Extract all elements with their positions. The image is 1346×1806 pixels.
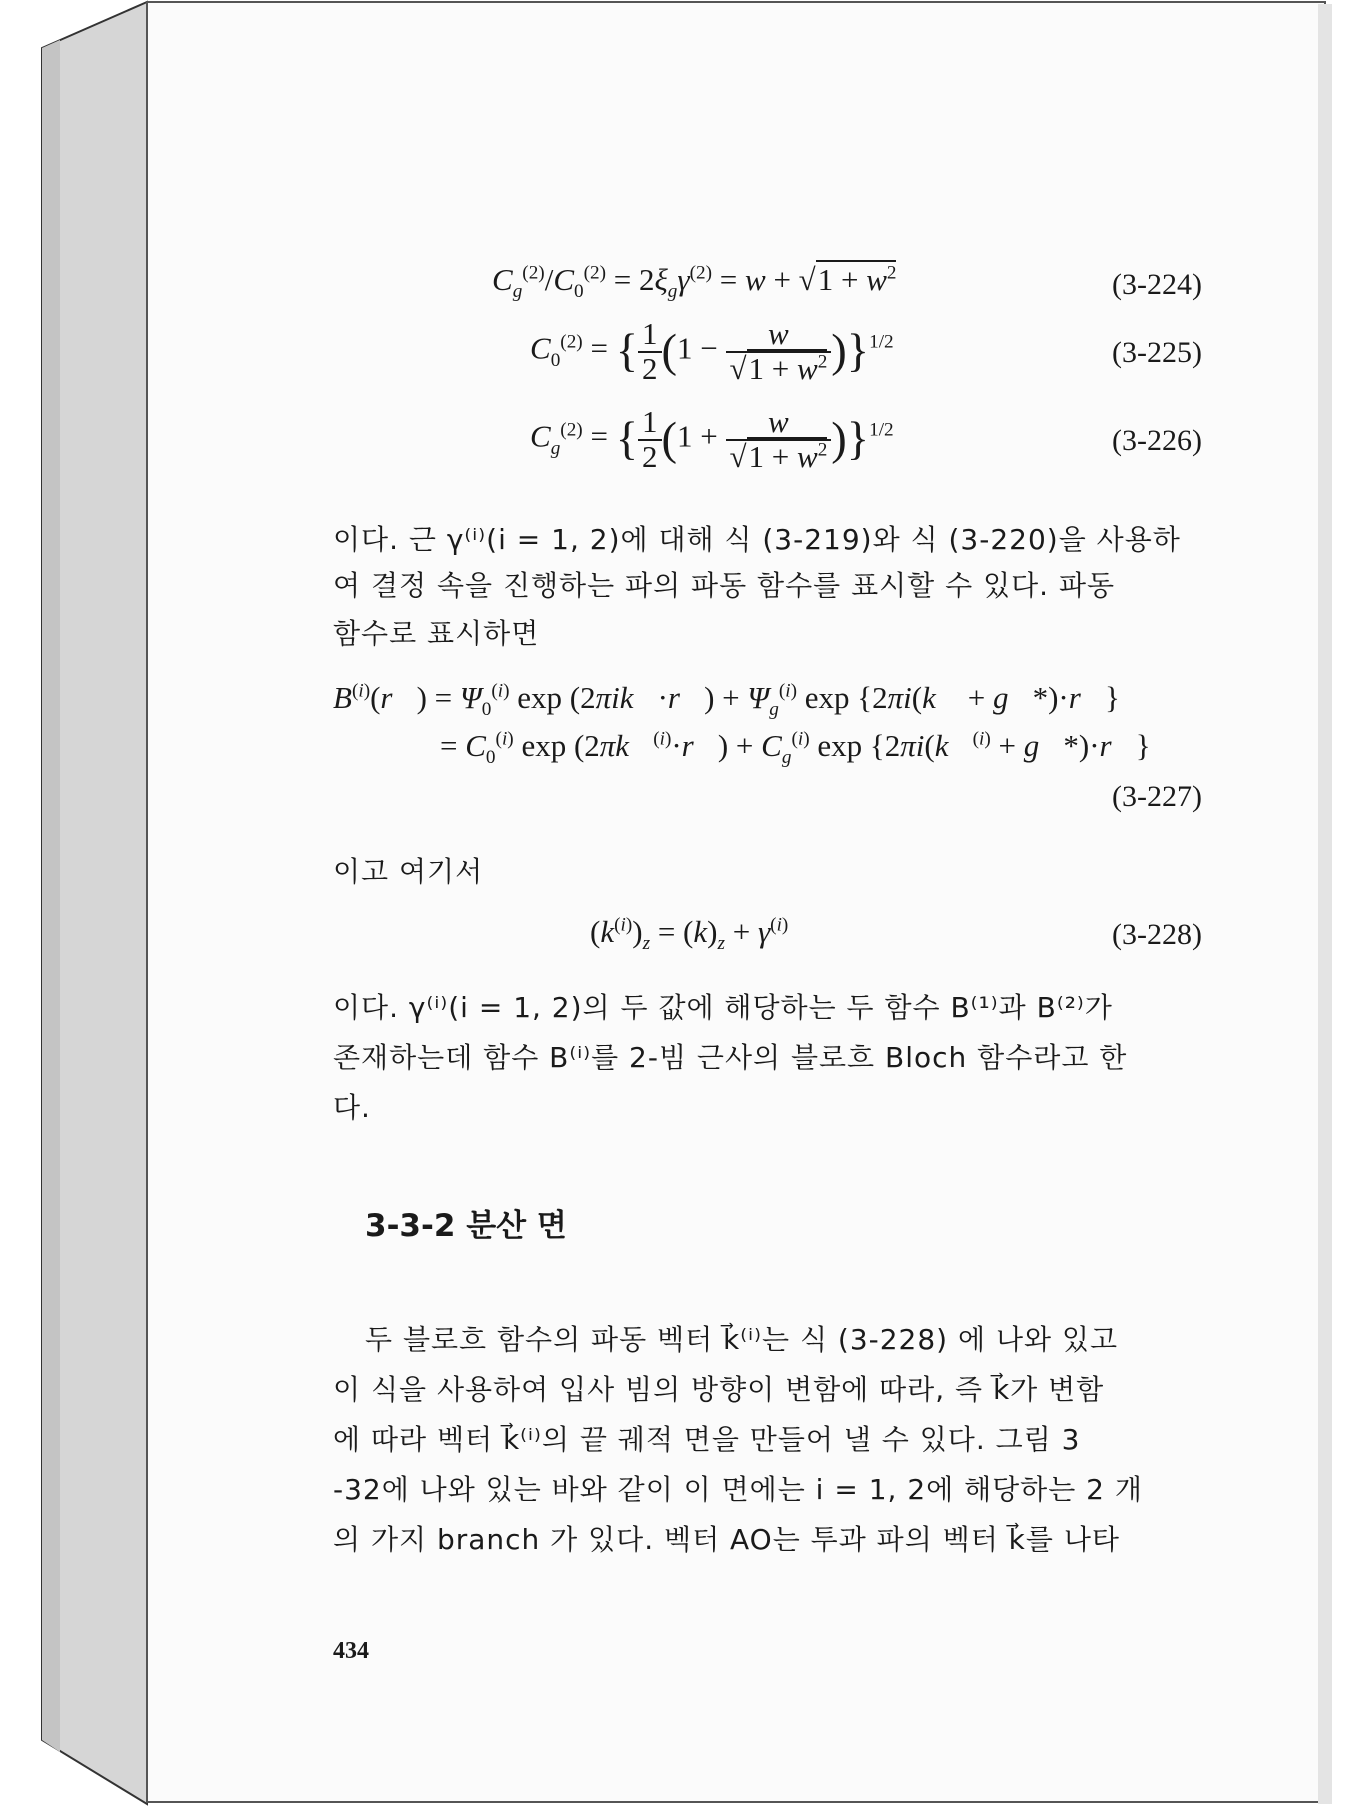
- paragraph-line: 다.: [333, 1091, 371, 1124]
- equation-number-3-224: (3-224): [1112, 268, 1202, 301]
- book-spine-shade: [42, 40, 60, 1752]
- page-number: 434: [333, 1638, 369, 1664]
- paragraph-line: -32에 나와 있는 바와 같이 이 면에는 i = 1, 2에 해당하는 2 개: [333, 1473, 1143, 1506]
- paragraph-line: 이다. 근 γ⁽ⁱ⁾(i = 1, 2)에 대해 식 (3-219)와 식 (3-220)을 사용하: [333, 523, 1181, 556]
- paragraph-line: 에 따라 벡터 k⃗⁽ⁱ⁾의 끝 궤적 면을 만들어 낼 수 있다. 그림 3: [333, 1423, 1081, 1456]
- paragraph-line: 두 블로흐 함수의 파동 벡터 k⃗⁽ⁱ⁾는 식 (3-228) 에 나와 있고: [365, 1323, 1119, 1356]
- page-right-shadow: [1318, 4, 1332, 1804]
- equation-number-3-225: (3-225): [1112, 336, 1202, 369]
- paragraph-line: 의 가지 branch 가 있다. 벡터 AO는 투과 파의 벡터 k⃗를 나타: [333, 1523, 1120, 1556]
- equation-3-227-line-1: $B^{(i)}(r⃗) = \Psi_0^{(i)}$ exp (2πik⃗·r⃗) + $\Psi_g^{(i)}$ exp {2πi(k⃗ + g⃗*)·r⃗}: [333, 680, 1120, 721]
- paragraph-line: 이고 여기서: [333, 855, 484, 888]
- section-heading: 3-3-2 분산 면: [365, 1208, 567, 1244]
- equation-3-226: $C_g^{(2)}$ = { $\frac{1}{2}$ (1 + $\frac{w}{√1 + w^2}$ )}$^{1/2}$: [530, 404, 894, 474]
- paragraph-line: 여 결정 속을 진행하는 파의 파동 함수를 표시할 수 있다. 파동: [333, 569, 1116, 602]
- paragraph-line: 이 식을 사용하여 입사 빔의 방향이 변함에 따라, 즉 k⃗가 변함: [333, 1373, 1105, 1406]
- paragraph-line: 이다. γ⁽ⁱ⁾(i = 1, 2)의 두 값에 해당하는 두 함수 B⁽¹⁾과 B⁽²⁾가: [333, 991, 1113, 1024]
- equation-number-3-226: (3-226): [1112, 424, 1202, 457]
- equation-3-228: $(k^{(i)})_z = (k)_z + \gamma^{(i)}$: [590, 914, 789, 955]
- equation-3-224: $C_g^{(2)}/C_0^{(2)} = 2\xi_g\gamma^{(2)} = w + √1 + w^2$: [492, 262, 897, 303]
- equation-3-227-line-2: = $C_0^{(i)}$ exp (2πk⃗$^{(i)}$·r⃗) + $C_g^{(i)}$ exp {2πi(k⃗$^{(i)}$ + g⃗*)·r⃗}: [440, 728, 1151, 769]
- paragraph-line: 함수로 표시하면: [333, 617, 540, 650]
- equation-number-3-228: (3-228): [1112, 918, 1202, 951]
- paragraph-line: 존재하는데 함수 B⁽ⁱ⁾를 2-빔 근사의 블로흐 Bloch 함수라고 한: [333, 1041, 1128, 1074]
- equation-3-225: $C_0^{(2)}$ = { $\frac{1}{2}$ (1 − $\frac{w}{√1 + w^2}$ )}$^{1/2}$: [530, 316, 894, 386]
- equation-number-3-227: (3-227): [1112, 780, 1202, 813]
